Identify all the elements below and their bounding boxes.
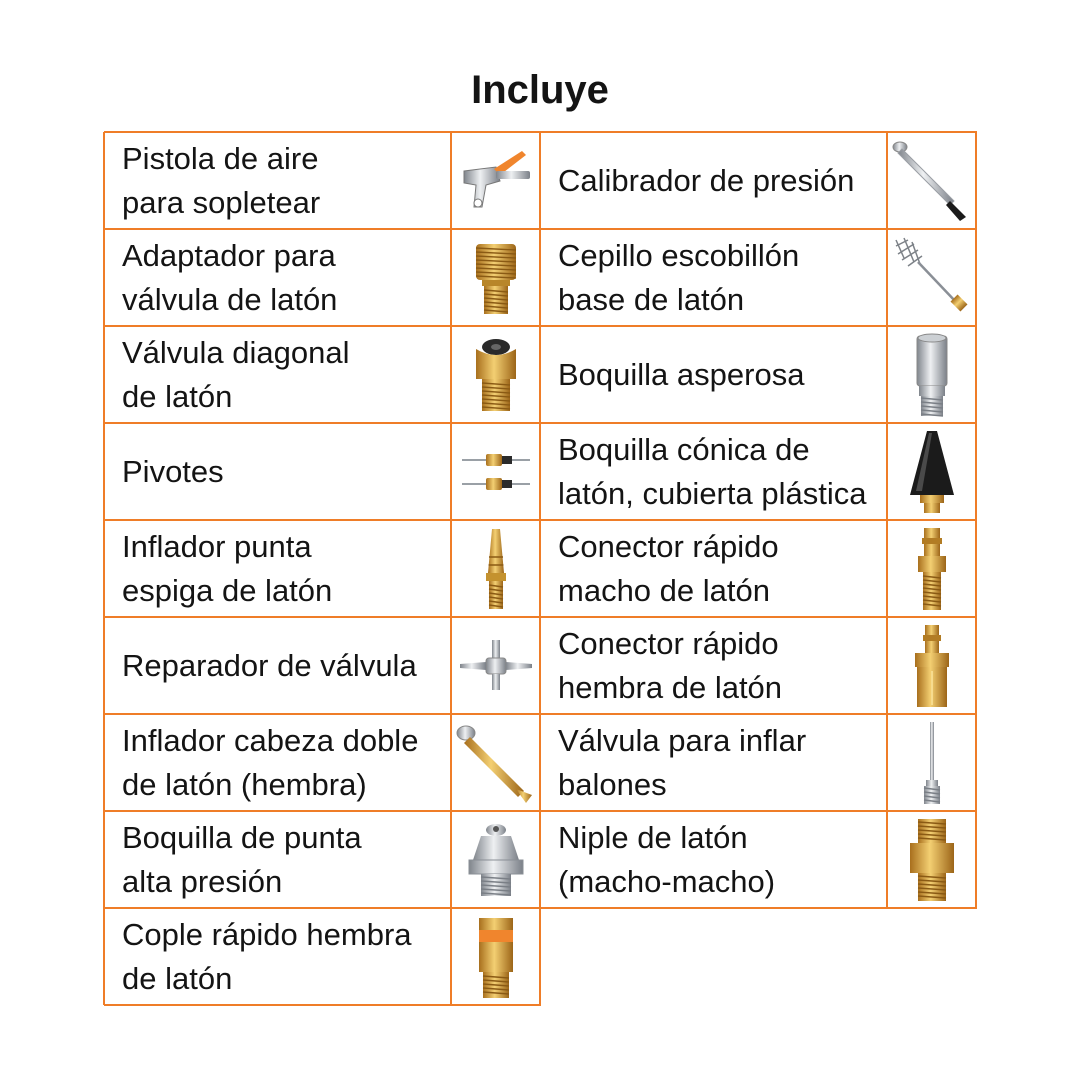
table-border: [540, 907, 977, 909]
tapered-nozzle-icon: [451, 520, 540, 617]
table-border: [104, 1004, 541, 1006]
item-label: [558, 714, 885, 811]
item-label-line: Conector rápido: [558, 528, 779, 564]
page-title: Incluye: [471, 68, 609, 112]
item-label-line: Conector rápido: [558, 625, 779, 661]
item-label-line: Boquilla cónica de: [558, 431, 810, 467]
table-border: [540, 810, 977, 812]
table-border: [975, 132, 977, 908]
table-border: [104, 907, 541, 909]
item-label-line: Pivotes: [122, 453, 224, 489]
brush-icon: [887, 229, 976, 326]
item-label-line: de latón: [122, 960, 233, 996]
item-label: [558, 811, 885, 908]
table-border: [104, 713, 541, 715]
item-label: [558, 423, 885, 520]
brass-adapter-icon: [451, 229, 540, 326]
item-label: [558, 617, 885, 714]
table-border: [450, 132, 452, 1005]
item-label-line: Válvula diagonal: [122, 334, 350, 370]
item-label: [122, 132, 449, 229]
steel-nozzle-icon: [887, 326, 976, 423]
item-label-line: (macho-macho): [558, 863, 776, 899]
diagonal-valve-icon: [451, 326, 540, 423]
table-border: [104, 228, 541, 230]
item-label-line: Calibrador de presión: [558, 162, 855, 198]
item-label-line: Inflador cabeza doble: [122, 722, 419, 758]
ball-needle-icon: [887, 714, 976, 811]
item-label: [558, 520, 885, 617]
dual-head-chuck-icon: [451, 714, 540, 811]
table-border: [540, 713, 977, 715]
valve-cores-icon: [451, 423, 540, 520]
valve-repair-tool-icon: [451, 617, 540, 714]
item-label: [122, 617, 449, 714]
table-border: [886, 132, 888, 908]
table-border: [540, 519, 977, 521]
item-label: [558, 132, 885, 229]
item-label-line: de latón (hembra): [122, 766, 367, 802]
item-label-line: Pistola de aire: [122, 140, 319, 176]
table-border: [540, 228, 977, 230]
table-border: [540, 131, 977, 133]
table-border: [104, 810, 541, 812]
item-label-line: Cople rápido hembra: [122, 916, 412, 952]
pressure-gauge-icon: [887, 132, 976, 229]
table-border: [540, 422, 977, 424]
female-plug-icon: [887, 617, 976, 714]
item-label-line: Reparador de válvula: [122, 647, 417, 683]
table-border: [103, 132, 105, 1005]
item-label-line: alta presión: [122, 863, 283, 899]
item-label-line: latón, cubierta plástica: [558, 475, 867, 511]
table-border: [540, 616, 977, 618]
item-label: [122, 326, 449, 423]
item-label-line: válvula de latón: [122, 281, 338, 317]
table-border: [539, 132, 541, 1005]
quick-coupler-icon: [451, 908, 540, 1005]
item-label: [122, 811, 449, 908]
table-border: [104, 325, 541, 327]
table-border: [104, 616, 541, 618]
item-label: [122, 714, 449, 811]
item-label-line: Boquilla asperosa: [558, 356, 805, 392]
item-label-line: base de latón: [558, 281, 745, 317]
item-label-line: Válvula para inflar: [558, 722, 807, 758]
grease-fitting-icon: [451, 811, 540, 908]
item-label-line: de latón: [122, 378, 233, 414]
item-label-line: hembra de latón: [558, 669, 783, 705]
item-label-line: Inflador punta: [122, 528, 312, 564]
item-label: [558, 326, 885, 423]
item-label-line: espiga de latón: [122, 572, 333, 608]
air-gun-icon: [451, 132, 540, 229]
table-border: [104, 131, 541, 133]
item-label: [558, 229, 885, 326]
male-plug-icon: [887, 520, 976, 617]
table-border: [540, 325, 977, 327]
item-label-line: Adaptador para: [122, 237, 336, 273]
item-label-line: Boquilla de punta: [122, 819, 362, 855]
item-label: [122, 908, 449, 1005]
item-label-line: Cepillo escobillón: [558, 237, 800, 273]
brass-nipple-icon: [887, 811, 976, 908]
item-label-line: Niple de latón: [558, 819, 748, 855]
table-border: [104, 519, 541, 521]
item-label: [122, 520, 449, 617]
rubber-tip-nozzle-icon: [887, 423, 976, 520]
table-border: [104, 422, 541, 424]
item-label: [122, 423, 449, 520]
item-label-line: para sopletear: [122, 184, 321, 220]
item-label: [122, 229, 449, 326]
item-label-line: balones: [558, 766, 667, 802]
item-label-line: macho de latón: [558, 572, 770, 608]
